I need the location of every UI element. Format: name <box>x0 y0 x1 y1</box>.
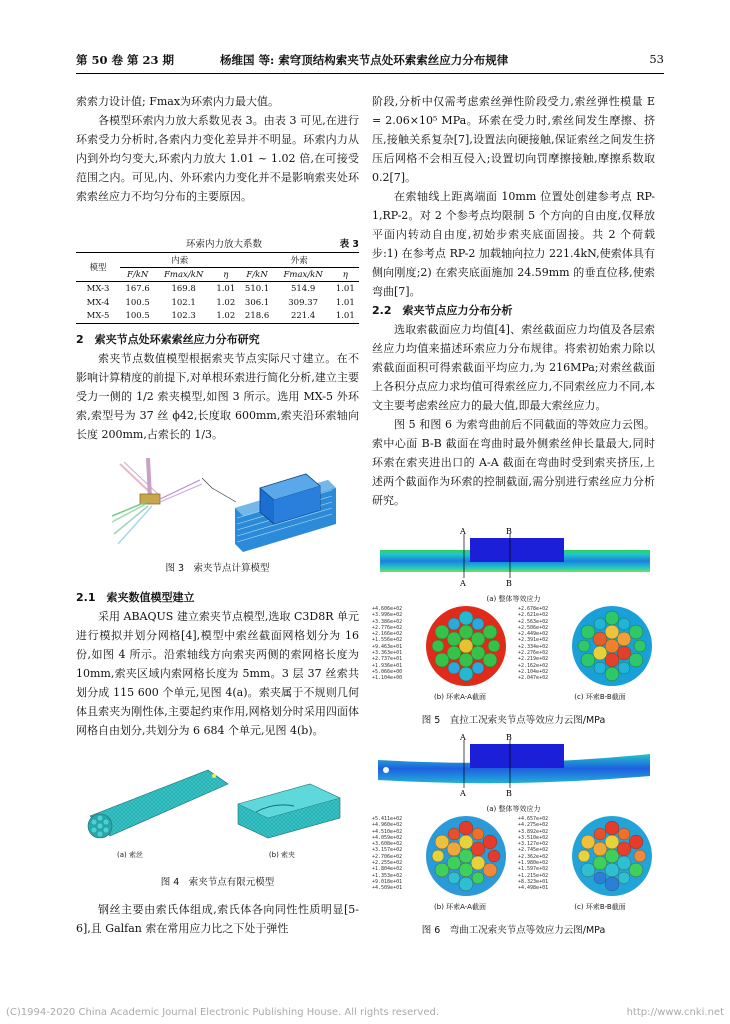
fe-mesh-figure <box>78 762 358 842</box>
figure-4a-label: (a) 索丝 <box>117 851 143 859</box>
legend-value: +2.678e+02 <box>518 606 549 612</box>
cell: 1.02 <box>216 297 236 308</box>
legend-value: +1.104e+00 <box>372 675 403 682</box>
legend-value: +2.219e+02 <box>518 656 549 663</box>
cell: 514.9 <box>290 283 316 294</box>
table-row <box>76 282 359 296</box>
paragraph: 钢丝主要由索氏体组成,索氏体各向同性性质明显[5-6],且 Galfan 索在常用应力比之下处于弹性 <box>76 903 359 935</box>
figure-5c-label: (c) 环索B-B截面 <box>574 693 626 701</box>
legend-value: +3.510e+02 <box>518 834 549 841</box>
paragraph: 采用 ABAQUS 建立索夹节点模型,选取 C3D8R 单元进行模拟并划分网格[4],模型中索丝截面网格划分为 16 份,如图 4 所示。沿索轴线方向索夹两侧的索网格长度为 10mm,索夹区域内索网格长度为 5mm。3 层 37 丝索共划分成 115 600 个单元,见图 4(a)。索夹属于不规则几何体且索夹为刚性体,主要起约束作用,网格划分时采用四面体网格自由划分,共划分为 6 684 个单元,见图 4(b)。 <box>76 610 359 737</box>
legend-value: +2.776e+02 <box>372 624 403 631</box>
legend-5b <box>372 606 420 682</box>
legend-value: +4.960e+02 <box>372 822 403 829</box>
cell: MX-5 <box>86 311 110 322</box>
figure-5a-label: (a) 整体等效应力 <box>486 595 541 603</box>
legend-value: +8.323e+01 <box>518 878 549 885</box>
cable-clamp-model-figure <box>110 458 340 552</box>
section-a-label: A <box>460 528 466 536</box>
paragraph: 各模型环索内力放大系数见表 3。由表 3 可见,在进行环索受力分析时,各索内力变化差异并不明显。环索内力从内到外均匀变大,环索内力放大 1.01 ~ 1.02 倍,在可接受范围之内。可见,内、外环索内力变化并不是影响索夹处环索索丝应力不均匀分布的主要原因。 <box>76 114 359 203</box>
journal-volume: 第 50 卷 第 23 期 <box>76 53 175 67</box>
figure-3-caption: 图 3 索夹节点计算模型 <box>165 563 270 574</box>
section-b-label: B <box>506 528 512 536</box>
legend-value: +3.386e+02 <box>372 618 403 625</box>
legend-value: +3.363e+01 <box>372 650 403 657</box>
legend-value: +4.498e+01 <box>518 885 549 892</box>
copyright-notice: (C)1994-2020 China Academic Journal Electronic Publishing House. All rights reserved. <box>6 1007 439 1018</box>
figure-6-caption: 图 6 弯曲工况索夹节点等效应力云图/MPa <box>421 925 606 936</box>
th-outer: 外索 <box>239 253 359 268</box>
cell: 306.1 <box>244 297 270 308</box>
figure-6a-label: (a) 整体等效应力 <box>486 805 541 813</box>
cell: MX-4 <box>86 297 110 308</box>
section-a-label: A <box>460 579 466 588</box>
th-fmax: Fmax/kN <box>155 268 212 282</box>
th-inner: 内索 <box>120 253 239 268</box>
section-b-label: B <box>506 734 512 742</box>
paragraph: 选取索截面应力均值[4]、索丝截面应力均值及各层索丝应力均值来描述环索应力分布规律。将索初始索力除以索截面面积可得索截面平均应力,为 216MPa;对索丝截面上各积分点应力求均值可得索丝应力,不同索丝应力不同,本文主要考虑索丝应力的最大值,即最大索丝应力。 <box>372 323 655 412</box>
figure-6bc <box>372 814 655 906</box>
left-column <box>76 92 359 206</box>
legend-value: +1.556e+02 <box>372 637 403 644</box>
legend-value: +4.275e+02 <box>518 822 549 829</box>
legend-value: +2.362e+02 <box>518 853 549 860</box>
cell: MX-3 <box>86 283 110 294</box>
section-heading: 2 索夹节点处环索索丝应力分布研究 <box>76 333 260 346</box>
article-title-header: 杨维国 等: 索穹顶结构索夹节点处环索索丝应力分布规律 <box>220 53 509 67</box>
page-footer <box>6 1007 724 1018</box>
paragraph: 索夹节点数值模型根据索夹节点实际尺寸建立。在不影响计算精度的前提下,对单根环索进行简化分析,建立主要受力一侧的 1/2 索夹模型,如图 3 所示。选用 MX-5 外环索,索型号为 37 丝 ϕ42,长度取 600mm,索夹沿环索轴向长度 200mm,占索长的 1/3。 <box>76 352 359 441</box>
legend-value: +2.449e+02 <box>518 631 549 638</box>
figure-6a <box>372 734 655 813</box>
left-column-section21 <box>76 588 359 740</box>
figure-5a <box>372 528 655 603</box>
section-b-label: B <box>506 789 512 798</box>
header-rule <box>76 73 664 74</box>
cell: 1.01 <box>335 311 355 322</box>
legend-value: +9.463e+01 <box>372 643 403 650</box>
figure-5bc <box>372 604 655 696</box>
source-url: http://www.cnki.net <box>626 1007 724 1018</box>
legend-value: +4.657e+02 <box>518 816 549 822</box>
figure-6c-label: (c) 环索B-B截面 <box>574 903 626 911</box>
figure-5-caption: 图 5 直拉工况索夹节点等效应力云图/MPa <box>421 715 606 726</box>
cell: 1.01 <box>335 283 355 294</box>
table-row <box>76 296 359 310</box>
legend-value: +3.608e+02 <box>372 841 403 848</box>
legend-value: +1.804e+02 <box>372 866 403 873</box>
cell: 218.6 <box>244 311 270 322</box>
legend-value: +3.127e+02 <box>518 841 549 848</box>
stress-contour-overall <box>372 528 655 588</box>
legend-value: +4.510e+02 <box>372 828 403 835</box>
th-eta: η <box>332 268 359 282</box>
cell: 102.3 <box>171 311 196 322</box>
legend-value: +2.255e+02 <box>372 860 403 867</box>
legend-value: +2.506e+02 <box>518 624 549 631</box>
legend-6c <box>518 816 566 892</box>
legend-value: +3.892e+02 <box>518 828 549 835</box>
cell: 167.6 <box>125 283 150 294</box>
legend-value: +1.597e+02 <box>518 866 549 873</box>
cell: 102.1 <box>171 297 196 308</box>
cell: 510.1 <box>244 283 270 294</box>
cell: 1.01 <box>216 283 236 294</box>
legend-value: +5.411e+02 <box>372 816 403 822</box>
legend-value: +1.215e+02 <box>518 872 549 879</box>
paragraph: 图 5 和图 6 为索弯曲前后不同截面的等效应力云图。索中心面 B-B 截面在弯曲时最外侧索丝伸长量最大,同时环索在索夹进出口的 A-A 截面在弯曲时受到索夹挤压,上述两个截面作为环索的控制截面,需分别进行索丝应力分析研究。 <box>372 418 655 507</box>
cross-section-b-b <box>570 604 654 688</box>
figure-4 <box>78 762 358 842</box>
th-f: F/kN <box>120 268 155 282</box>
legend-value: +4.606e+02 <box>372 606 403 612</box>
running-header <box>76 52 664 72</box>
left-column-tail <box>76 900 359 938</box>
legend-value: +2.563e+02 <box>518 618 549 625</box>
table-3 <box>76 236 359 324</box>
legend-value: +1.980e+02 <box>518 860 549 867</box>
legend-value: +2.276e+02 <box>518 650 549 657</box>
legend-value: +2.104e+02 <box>518 668 549 675</box>
cell: 309.37 <box>288 297 319 308</box>
figure-6b-label: (b) 环索A-A截面 <box>434 903 486 911</box>
th-model: 模型 <box>76 253 120 282</box>
cross-section-a-a <box>424 604 508 688</box>
figure-3 <box>110 458 340 552</box>
legend-value: +2.047e+02 <box>518 675 549 682</box>
section-b-label: B <box>506 579 512 588</box>
figure-5b-label: (b) 环索A-A截面 <box>434 693 486 701</box>
cell: 221.4 <box>290 311 316 322</box>
cross-section-a-a-bent <box>424 814 508 898</box>
paragraph: 阶段,分析中仅需考虑索丝弹性阶段受力,索丝弹性模量 E = 2.06×10⁵ MPa。环索在受力时,索丝间发生摩擦、挤压,接触关系复杂[7],设置法向硬接触,保证索丝之间发生挤压后网格不会相互侵入;设置切向罚摩擦接触,摩擦系数取 0.2[7]。 <box>372 95 655 184</box>
legend-5c <box>518 606 566 682</box>
legend-value: +9.018e+01 <box>372 878 403 885</box>
section-a-label: A <box>460 789 466 798</box>
th-eta: η <box>212 268 239 282</box>
legend-value: +2.706e+02 <box>372 853 403 860</box>
legend-value: +5.066e+00 <box>372 668 403 675</box>
stress-contour-bent <box>372 734 655 798</box>
cell: 1.01 <box>335 297 355 308</box>
legend-value: +2.334e+02 <box>518 643 549 650</box>
legend-value: +4.059e+02 <box>372 834 403 841</box>
legend-value: +2.737e+01 <box>372 656 403 663</box>
figure-4b-label: (b) 索夹 <box>268 851 296 859</box>
page-number: 53 <box>649 52 664 66</box>
table-label: 表 3 <box>339 239 359 250</box>
cell: 100.5 <box>125 311 150 322</box>
legend-value: +1.353e+02 <box>372 872 403 879</box>
left-column-section2 <box>76 330 359 444</box>
legend-value: +4.509e+01 <box>372 885 403 892</box>
section-a-label: A <box>460 734 466 742</box>
table-title: 环索内力放大系数 <box>186 239 263 250</box>
legend-value: +2.166e+02 <box>372 631 403 638</box>
legend-value: +2.745e+02 <box>518 847 549 854</box>
legend-value: +1.936e+01 <box>372 662 403 669</box>
legend-value: +2.621e+02 <box>518 612 549 619</box>
section-heading: 2.1 索夹数值模型建立 <box>76 591 195 604</box>
paragraph: 索索力设计值; Fmax为环索内力最大值。 <box>76 95 280 108</box>
right-column <box>372 92 655 510</box>
th-fmax: Fmax/kN <box>275 268 332 282</box>
cross-section-b-b-bent <box>570 814 654 898</box>
legend-value: +2.391e+02 <box>518 637 549 644</box>
cell: 100.5 <box>125 297 150 308</box>
cell: 169.8 <box>171 283 196 294</box>
legend-6b <box>372 816 420 892</box>
cell: 1.02 <box>216 311 236 322</box>
section-heading: 2.2 索夹节点应力分布分析 <box>372 304 513 317</box>
figure-4-caption: 图 4 索夹节点有限元模型 <box>160 877 275 888</box>
legend-value: +3.157e+02 <box>372 847 403 854</box>
table-row <box>76 310 359 324</box>
legend-value: +2.162e+02 <box>518 662 549 669</box>
legend-value: +3.996e+02 <box>372 612 403 619</box>
th-f: F/kN <box>239 268 274 282</box>
paragraph: 在索轴线上距离端面 10mm 位置处创建参考点 RP-1,RP-2。对 2 个参考点均限制 5 个方向的自由度,仅释放平面内转动自由度,初始步索夹底面固接。共 2 个荷载步:1) 在参考点 RP-2 加载轴向拉力 221.4kN,使索体具有侧向刚度;2) 在索夹底面施加 24.59mm 的垂直位移,使索弯曲[7]。 <box>372 190 655 298</box>
